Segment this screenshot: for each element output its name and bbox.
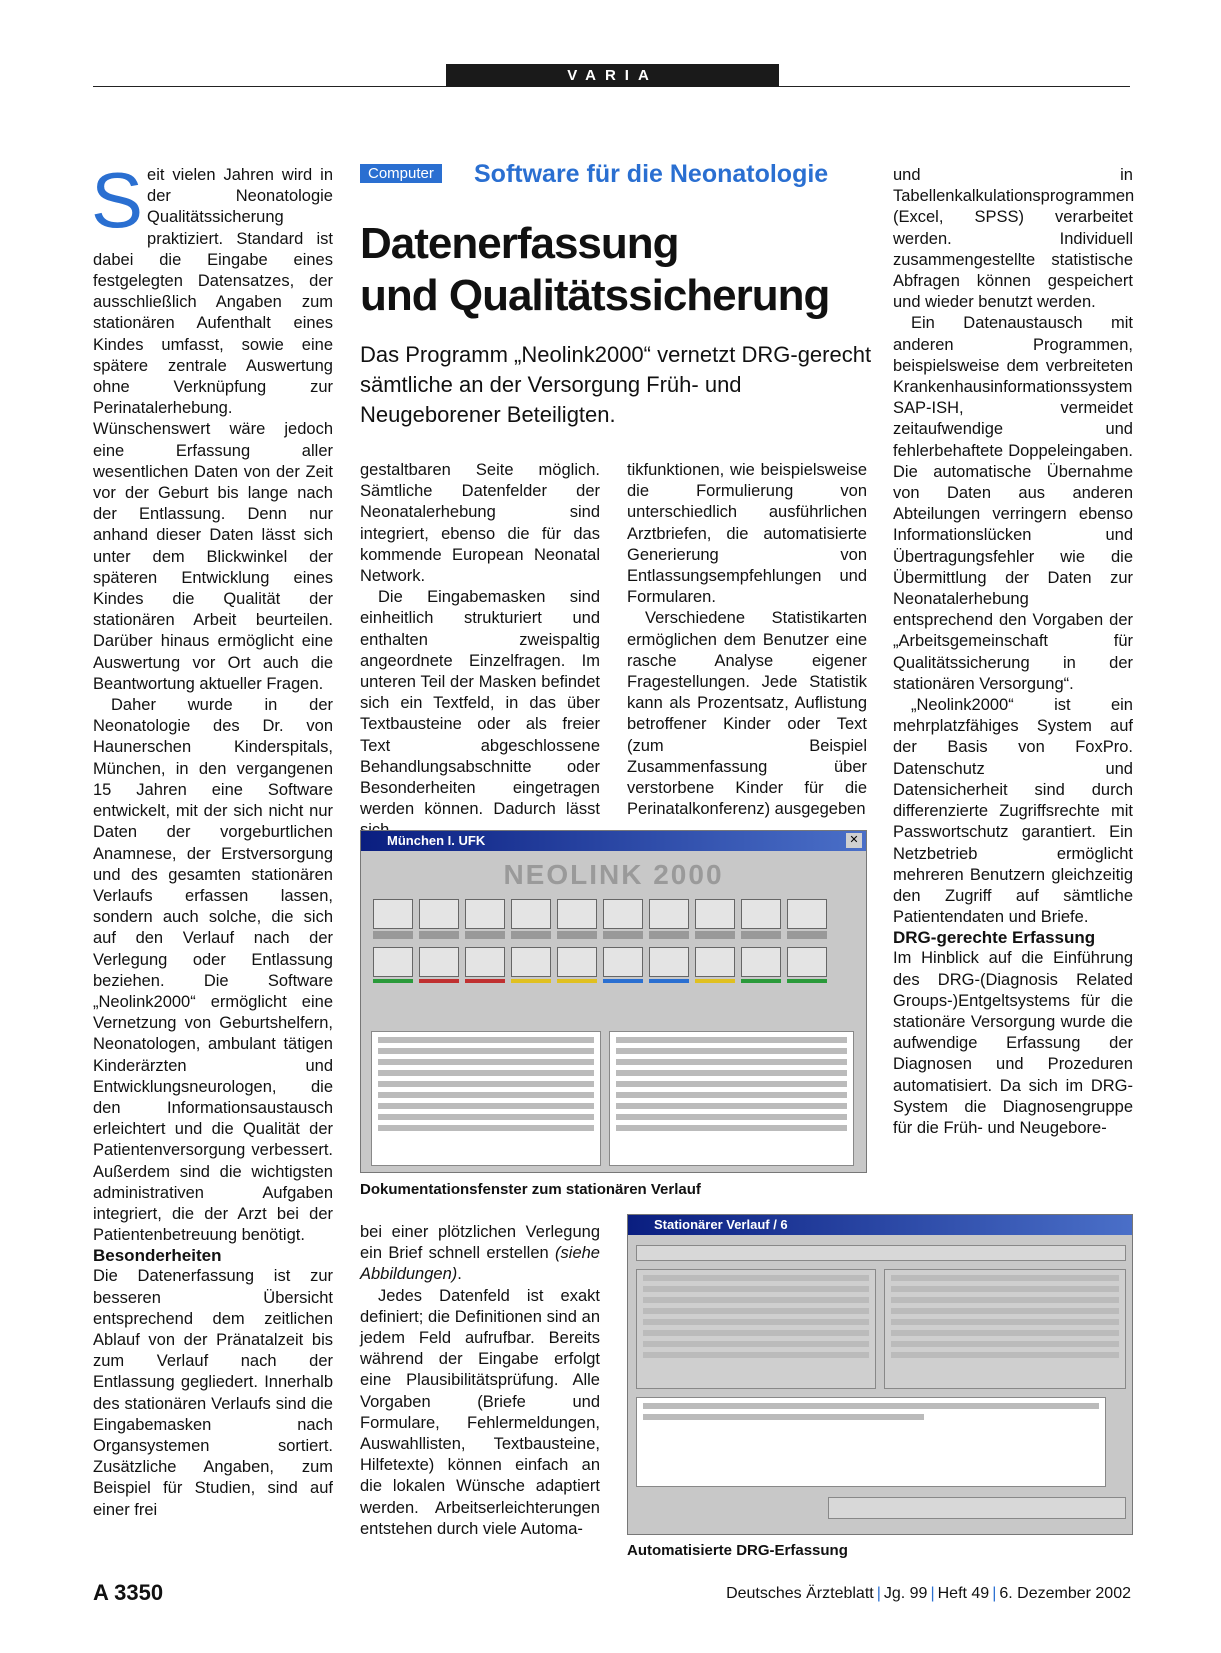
section-label: VARIA (446, 64, 779, 87)
button-bar (828, 1497, 1126, 1519)
paragraph: bei einer plötzlichen Verlegung ein Brief schnell erstellen (siehe Abbildungen). (360, 1223, 600, 1284)
page-number: A 3350 (93, 1580, 164, 1605)
paragraph: Verschiedene Statistikarten ermöglichen dem Benutzer eine rasche Analyse eigener Fragestellungen. Jede Statistik kann als Prozentsatz, Auflistung betroffener Kinder oder Text (zum Beispiel Zusammenfassung über verstorbene Kinder für die Perinatalkonferenz) ausgegeben (627, 609, 867, 819)
window-titlebar: Stationärer Verlauf / 6 (628, 1215, 1132, 1235)
subheading: Besonderheiten (93, 1246, 222, 1266)
app-name: NEOLINK 2000 (503, 859, 724, 890)
paragraph: Die Datenerfassung ist zur besseren Übersicht entsprechend dem zeitlichen Ablauf von der Pränatalzeit bis zum Verlauf nach der Entlassung gegliedert. Innerhalb des stationären Verlaufs sind die Eingabemasken nach Organsystemen sortiert. Zusätzliche Angaben, zum Beispiel für Studien, sind auf einer frei (93, 1267, 333, 1519)
paragraph: Daher wurde in der Neonatologie des Dr. von Haunerschen Kinderspitals, München, in den vergangenen 15 Jahren eine Software entwickelt, mit der sich nicht nur Daten der vorgeburtlichen Anamnese, der Erstversorgung und des gesamten stationären Verlaufs erfassen lassen, sondern auch solche, die sich auf den Verlauf nach der Verlegung oder Entlassung beziehen. Die Software „Neolink2000“ ermöglicht eine Vernetzung von Geburtshelfern, Neonatologen, ambulant tätigen Kinderärzten und Entwicklungsneurologen, die den Informationsaustausch erleichtert und die Qualität der Patientenversorgung verbessert. Außerdem sind die wichtigsten administrativen Aufgaben integriert, die der Arzt bei der Patientenbetreuung benötigt. (93, 696, 333, 1245)
figure-caption: Dokumentationsfenster zum stationären Verlauf (360, 1181, 701, 1198)
paragraph: „Neolink2000“ ist ein mehrplatzfähiges System auf der Basis von FoxPro. Datenschutz und Datensicherheit sind durch differenzierte Zugriffsrechte mit Passwortschutz garantiert. Ein Netzbetrieb ermöglicht mehreren Benutzern gleichzeitig den Zugriff auf sämtliche Patientendaten und Briefe. (893, 696, 1133, 927)
paragraph: und in Tabellenkalkulationsprogrammen (Excel, SPSS) verarbeitet werden. Individuell zusammengestellte statistische Abfragen können gespeichert und wieder benutzt werden. (893, 166, 1135, 312)
subheading: DRG-gerechte Erfassung (893, 928, 1096, 948)
toolbar-row (361, 939, 866, 977)
paragraph: Die Eingabemasken sind einheitlich strukturiert und enthalten zweispaltig angeordnete Einzelfragen. Im unteren Teil der Masken befindet sich ein Textfeld, in das über Textbausteine oder als freier Text abgeschlossene Behandlungsabschnitte oder Besonderheiten eingetragen werden können. Dadurch lässt (360, 588, 600, 819)
status-panel (609, 1031, 854, 1166)
drop-cap: S (91, 156, 144, 244)
window-titlebar: München I. UFK ✕ (361, 831, 866, 851)
paragraph: gestaltbaren Seite möglich. Sämtliche Datenfelder der Neonatalerhebung sind integriert, ebenso die für das kommende European Neonatal Network. (360, 461, 600, 586)
column-1 (91, 156, 333, 1521)
figure-neolink-window (360, 830, 867, 1173)
column-4 (893, 165, 1133, 1139)
paragraph: tikfunktionen, wie beispielsweise die Formulierung von unterschiedlich ausführlichen Arztbriefen, die automatisierte Generierung von Entlassungsempfehlungen und Formularen. (627, 461, 867, 607)
paragraph: Jedes Datenfeld ist exakt definiert; die Definitionen sind an jedem Feld aufrufbar. Bereits während der Eingabe erfolgt eine Plausibilitätsprüfung. Alle Vorgaben (Briefe und Formulare, Fehlermeldungen, Auswahllisten, Textbausteine, Hilfetexte) können einfach an die lokalen Wünsche adaptiert werden. Arbeitserleichterungen entstehen durch viele Automa- (360, 1286, 600, 1538)
figure-caption: Automatisierte DRG-Erfassung (627, 1542, 848, 1559)
column-3 (627, 460, 867, 820)
column-2 (360, 460, 600, 842)
paragraph: Im Hinblick auf die Einführung des DRG-(Diagnosis Related Groups-)Entgeltsystems für die stationäre Versorgung wurde die aufwendige Erfassung der Diagnosen und Prozeduren automatisiert. Da sich im DRG-System die Diagnosengruppe für die Früh- und Neugebore- (893, 949, 1133, 1137)
category-tag: Computer (360, 164, 442, 183)
column-2-continued (360, 1222, 600, 1540)
journal-info: Deutsches Ärzteblatt | Jg. 99 | Heft 49 | 6. Dezember 2002 (726, 1585, 1131, 1602)
data-panel (371, 1031, 601, 1166)
article-lead: Das Programm „Neolink2000“ vernetzt DRG-gerecht sämtliche an der Versorgung Früh- und Neugeborener Beteiligten. (360, 342, 872, 427)
kicker: Software für die Neonatologie (474, 160, 829, 188)
figure-drg-window (627, 1214, 1133, 1535)
toolbar-row (361, 891, 866, 929)
article-title: Datenerfassung und Qualitätssicherung (360, 219, 830, 320)
close-icon: ✕ (846, 833, 862, 848)
paragraph: Seit vielen Jahren wird in der Neonatologie Qualitätssicherung praktiziert. Standard ist dabei die Eingabe eines festgelegten Datensatzes, der ausschließlich Angaben zum stationären Aufenthalt eines Kindes umfasst, sowie eine spätere zentrale Auswertung ohne Verknüpfung zur Perinatalerhebung. Wünschenswert wäre jedoch eine Erfassung aller wesentlichen Daten von der Zeit vor der Geburt bis lange nach der Entlassung. Denn nur anhand dieser Daten lässt sich unter dem Blickwinkel der späteren Entwicklung eines Kindes die Qualität der stationären Arbeit beurteilen. Darüber hinaus ermöglicht eine Auswertung vor Ort auch die Beantwortung aktueller Fragen. (91, 156, 333, 693)
paragraph: Ein Datenaustausch mit anderen Programmen, beispielsweise dem verbreiteten Krankenhausinformationssystem SAP-ISH, vermeidet zeitaufwendige und fehlerbehaftete Doppeleingaben. Die automatische Übernahme von Daten aus anderen Abteilungen verringern ebenso Informationslücken und Übertragungsfehler wie die Übermittlung der Daten zur Neonatalerhebung entsprechend den Vorgaben der „Arbeitsgemeinschaft für Qualitätssicherung in der stationären Versorgung“. (893, 314, 1133, 693)
text-area (636, 1397, 1106, 1487)
color-bar (361, 977, 866, 983)
